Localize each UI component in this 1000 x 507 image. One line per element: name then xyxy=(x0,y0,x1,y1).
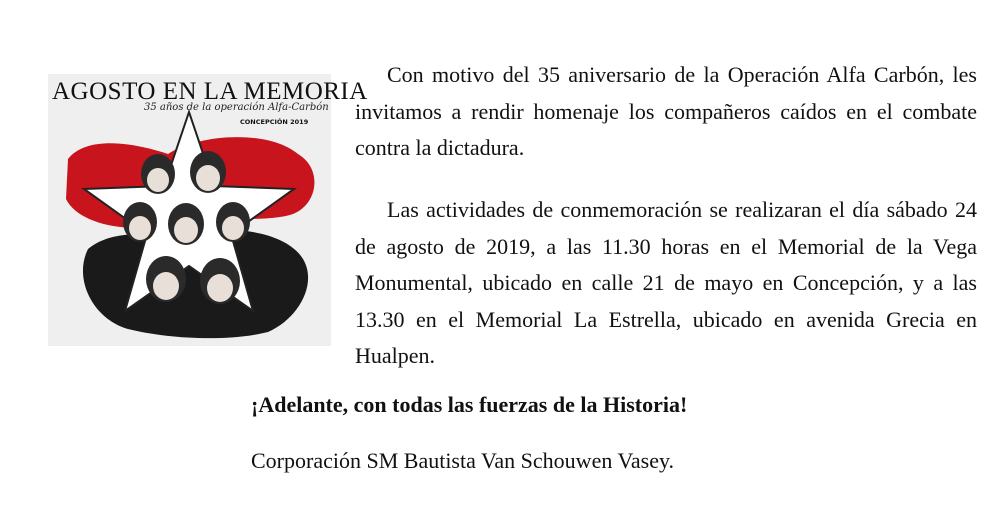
poster-tag: CONCEPCIÓN 2019 xyxy=(240,118,309,126)
poster-image xyxy=(48,74,368,346)
poster-title: AGOSTO EN LA MEMORIA xyxy=(52,78,368,105)
poster-subtitle: 35 años de la operación Alfa-Carbón xyxy=(144,102,329,113)
paragraph-intro: Con motivo del 35 aniversario de la Operación Alfa Carbón, les invitamos a rendir homenaje los compañeros caídos en el combate contra la dictadura. xyxy=(355,62,977,160)
paragraph-activities: Las actividades de conmemoración se realizaran el día sábado 24 de agosto de 2019, a las 11.30 horas en el Memorial de la Vega Monumental, ubicado en calle 21 de mayo en Concepción, y a las 13.30 en el Memorial La Estrella, ubicado en avenida Grecia en Hualpen. xyxy=(355,197,977,368)
slogan: ¡Adelante, con todas las fuerzas de la Historia! xyxy=(251,392,688,417)
poster-artwork xyxy=(48,74,368,346)
signature: Corporación SM Bautista Van Schouwen Vasey. xyxy=(251,448,675,473)
